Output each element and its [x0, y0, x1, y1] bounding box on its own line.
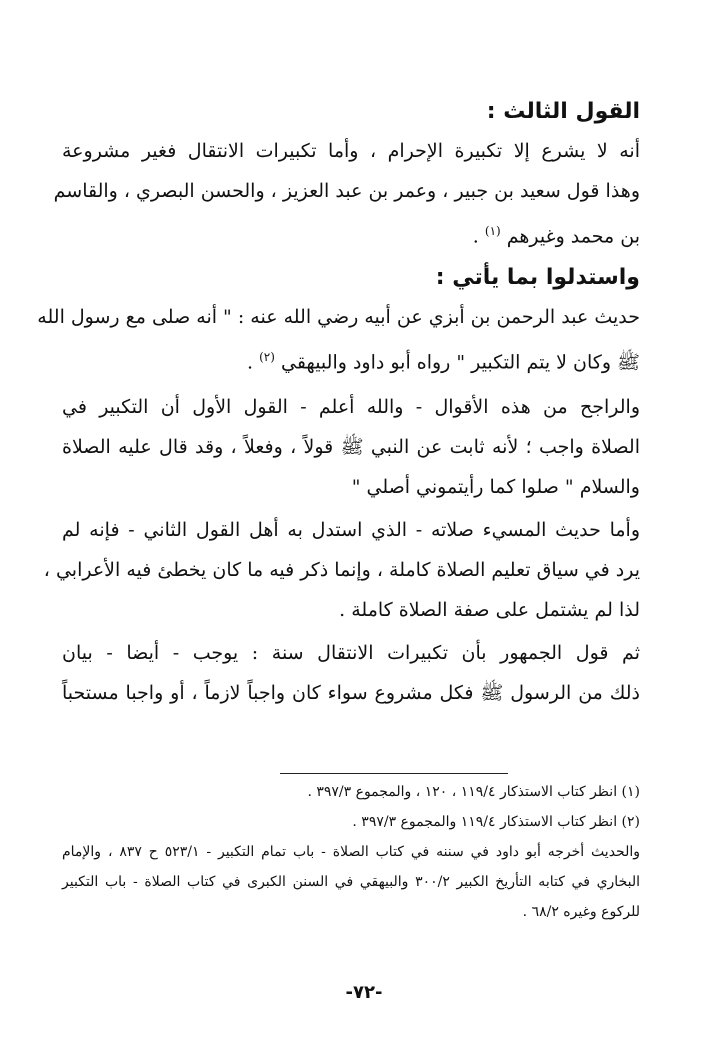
section-heading-third-opinion: القول الثالث : — [486, 99, 640, 124]
footnotes — [62, 778, 640, 928]
text-line: والسلام " صلوا كما رأيتموني أصلي " — [351, 476, 640, 498]
text-line: الصلاة واجب ؛ لأنه ثابت عن النبي ﷺ قولاً ، وفعلاً ، وقد قال عليه الصلاة — [62, 436, 640, 458]
footnote-ref-1: (١) — [484, 224, 501, 238]
text-line: حديث عبد الرحمن بن أبزي عن أبيه رضي الله عنه : " أنه صلى مع رسول الله — [37, 306, 640, 328]
text-line-content: بن محمد وغيرهم — [506, 225, 640, 248]
text-line: والراجح من هذه الأقوال - والله أعلم - القول الأول أن التكبير في — [62, 396, 640, 418]
text-line: أنه لا يشرع إلا تكبيرة الإحرام ، وأما تكبيرات الانتقال فغير مشروعة — [62, 140, 640, 162]
footnote-2-detail: للركوع وغيره ٦٨/٢ . — [522, 904, 640, 920]
text-line: ذلك من الرسول ﷺ فكل مشروع سواء كان واجباً لازماً ، أو واجبا مستحباً — [62, 682, 640, 704]
sentence-end: . — [247, 351, 260, 374]
footnote-1: (١) انظر كتاب الاستذكار ١١٩/٤ ، ١٢٠ ، والمجموع ٣٩٧/٣ . — [307, 784, 640, 800]
paragraph-musi-hadith — [43, 510, 640, 630]
text-line: يرد في سياق تعليم الصلاة كاملة ، وإنما ذكر فيه ما كان يخطئ فيه الأعرابي ، — [43, 559, 640, 581]
text-line: وأما حديث المسيء صلاته - الذي استدل به أهل القول الثاني - فإنه لم — [62, 519, 640, 541]
text-line — [62, 211, 640, 251]
footnote-separator — [280, 773, 508, 774]
paragraph-majority-view — [62, 633, 640, 713]
footnote-2-detail: البخاري في كتابه التأريخ الكبير ٣٠٠/٢ والبيهقي في السنن الكبرى في كتاب الصلاة - باب التكبير — [62, 874, 640, 890]
section-heading-evidence: واستدلوا بما يأتي : — [435, 265, 640, 290]
footnote-ref-2: (٢) — [259, 350, 275, 364]
text-line-content: ﷺ وكان لا يتم التكبير " رواه أبو داود والبيهقي — [280, 351, 640, 374]
footnote-2-detail: والحديث أخرجه أبو داود في سننه في كتاب الصلاة - باب تمام التكبير - ٥٢٣/١ ح ٨٣٧ ، والإمام — [62, 844, 640, 860]
text-line — [62, 337, 640, 377]
footnote-2: (٢) انظر كتاب الاستذكار ١١٩/٤ والمجموع ٣٩٧/٣ . — [352, 814, 640, 830]
paragraph-preferred-opinion — [62, 387, 640, 507]
text-line: لذا لم يشتمل على صفة الصلاة كاملة . — [339, 599, 640, 621]
text-line: ثم قول الجمهور بأن تكبيرات الانتقال سنة : يوجب - أيضا - بيان — [62, 642, 640, 664]
sentence-end: . — [472, 225, 485, 248]
page-number: -٧٢- — [345, 982, 383, 1003]
text-line: وهذا قول سعيد بن جبير ، وعمر بن عبد العزيز ، والحسن البصري ، والقاسم — [53, 180, 640, 202]
paragraph-third-opinion — [53, 131, 640, 251]
paragraph-hadith — [37, 297, 640, 377]
